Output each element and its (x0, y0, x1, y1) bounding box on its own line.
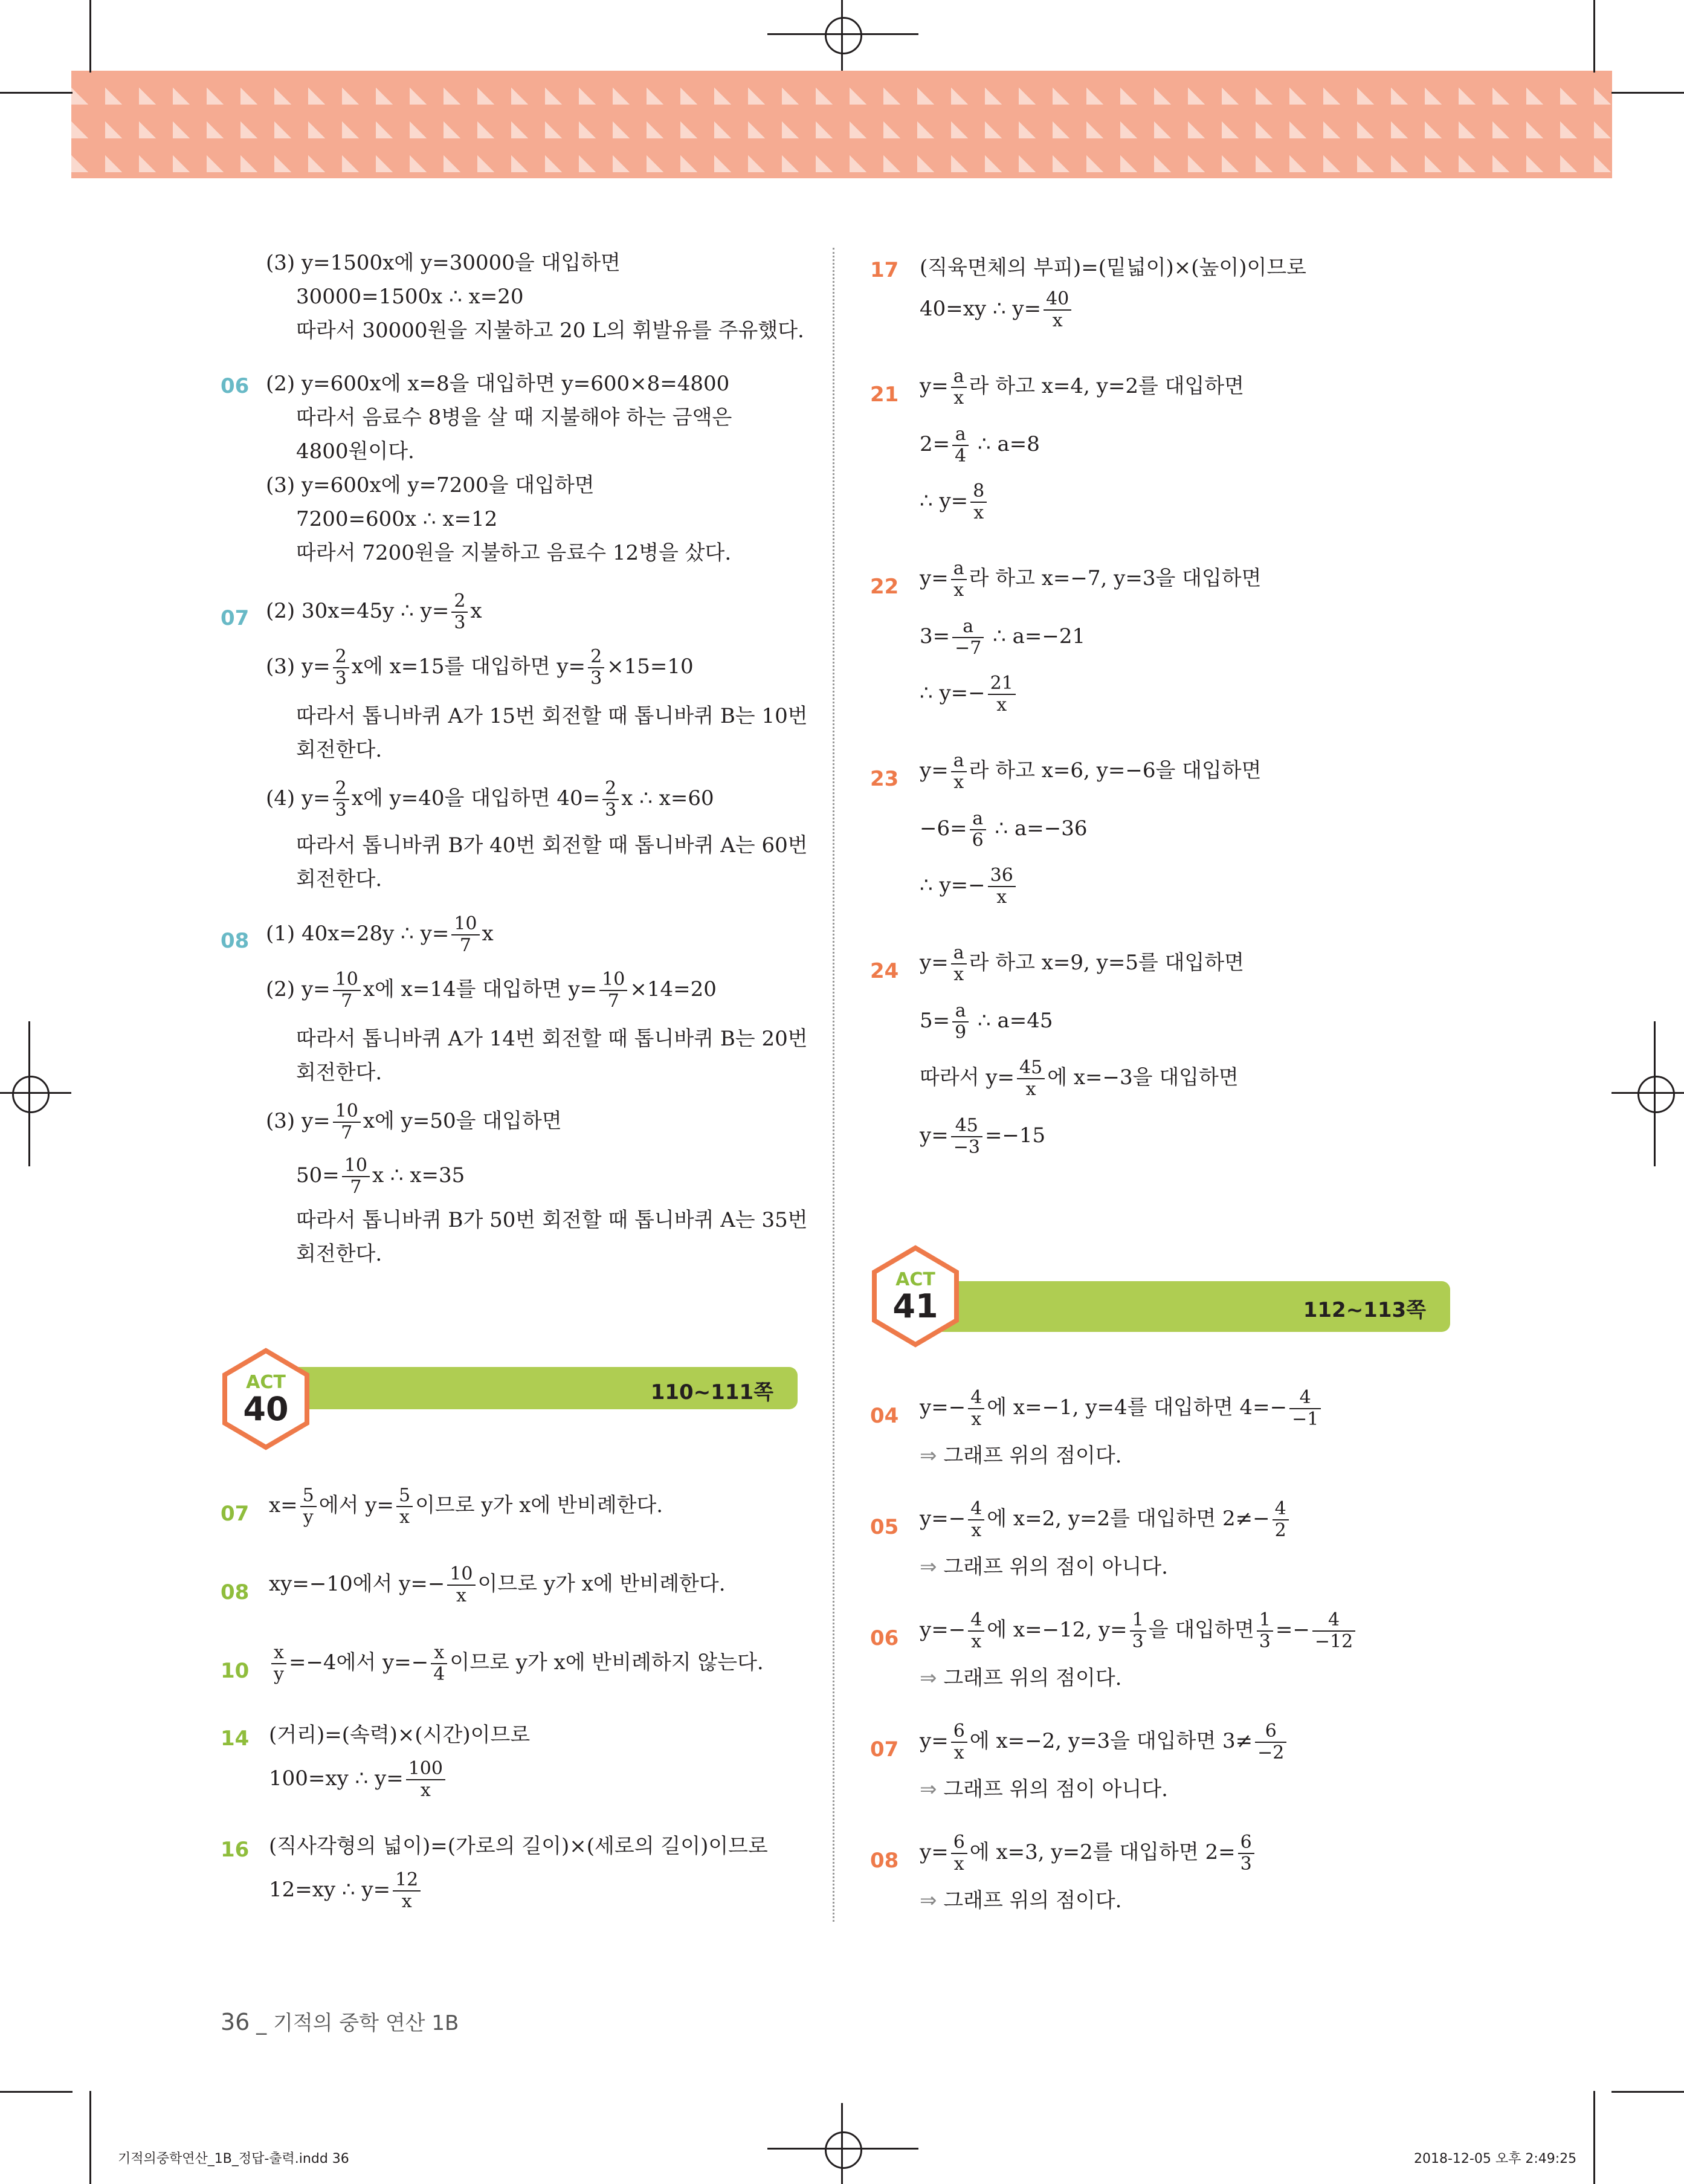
fraction: $\frac{1}{3}$ (1130, 1610, 1146, 1652)
fraction: $\frac{2}{3}$ (333, 778, 349, 821)
result-line: ⇒ 그래프 위의 점이다. (920, 1666, 1122, 1690)
fraction: $\frac{a}{x}$ (951, 943, 967, 985)
problem-number: 06 (221, 374, 250, 398)
equation-line: ∴ y=− $\frac{21}{x}$ (920, 673, 1018, 716)
text-line: 회전한다. (296, 1061, 382, 1085)
equation-line: (2) 30x=45y ∴ y= $\frac{2}{3}$ x (266, 590, 482, 633)
arrow-right-icon: ⇒ (920, 1444, 937, 1468)
registration-mark (825, 17, 862, 54)
text-line: (2) y=600x에 x=8을 대입하면 y=600×8=4800 (266, 372, 730, 396)
act-41-badge (870, 1245, 961, 1348)
registration-line (767, 2148, 918, 2150)
page-range: 112~113쪽 (1303, 1298, 1426, 1322)
arrow-right-icon: ⇒ (920, 1555, 937, 1579)
fraction: $\frac{6}{-2}$ (1255, 1721, 1286, 1763)
equation-line: 따라서 y= $\frac{45}{x}$ 에 x=−3을 대입하면 (920, 1057, 1239, 1100)
page-number: 36 (221, 2009, 250, 2035)
problem-number: 10 (221, 1659, 250, 1683)
result-line: ⇒ 그래프 위의 점이 아니다. (920, 1555, 1168, 1579)
fraction: $\frac{10}{7}$ (599, 969, 627, 1012)
crop-mark (1611, 2091, 1684, 2093)
fraction: $\frac{10}{7}$ (342, 1155, 370, 1198)
crop-mark (0, 2091, 73, 2093)
equation-line: y= $\frac{a}{x}$ 라 하고 x=4, y=2를 대입하면 (920, 366, 1245, 409)
problem-number: 21 (870, 383, 899, 407)
fraction: $\frac{a}{x}$ (951, 366, 967, 409)
fraction: $\frac{x}{y}$ (271, 1643, 286, 1685)
equation-line: (2) y= $\frac{10}{7}$ x에 x=14를 대입하면 y= $\frac{10}{7}$ ×14=20 (266, 969, 717, 1012)
fraction: $\frac{10}{7}$ (333, 1101, 361, 1143)
equation-line: (4) y= $\frac{2}{3}$ x에 y=40을 대입하면 40= $\frac{2}{3}$ x ∴ x=60 (266, 778, 714, 821)
fraction: $\frac{a}{4}$ (952, 424, 969, 467)
text-line: 회전한다. (296, 867, 382, 891)
fraction: $\frac{5}{y}$ (300, 1485, 317, 1528)
equation-line: (3) y= $\frac{2}{3}$ x에 x=15를 대입하면 y= $\frac{2}{3}$ ×15=10 (266, 646, 694, 689)
problem-number: 16 (221, 1838, 250, 1862)
slug-file: 기적의중학연산_1B_정답-출력.indd 36 (118, 2151, 349, 2166)
fraction: $\frac{45}{x}$ (1017, 1058, 1045, 1100)
fraction: $\frac{6}{3}$ (1238, 1832, 1254, 1875)
equation-line: y= $\frac{45}{-3}$ =−15 (920, 1115, 1046, 1158)
registration-line (767, 33, 918, 35)
crop-mark (1611, 92, 1684, 94)
problem-number: 04 (870, 1404, 899, 1428)
slug-date: 2018-12-05 오후 2:49:25 (1414, 2151, 1577, 2166)
equation-line: −6= $\frac{a}{6}$ ∴ a=−36 (920, 808, 1088, 851)
equation-line: 100=xy ∴ y= $\frac{100}{x}$ (269, 1759, 448, 1801)
fraction: $\frac{10}{7}$ (451, 914, 479, 956)
registration-line (1654, 1021, 1656, 1166)
registration-line (0, 1092, 71, 1094)
registration-line (28, 1021, 30, 1166)
equation-line: x= $\frac{5}{y}$ 에서 y= $\frac{5}{x}$ 이므로 y가 x에 반비례한다. (269, 1485, 663, 1528)
problem-number: 14 (221, 1727, 250, 1751)
problem-number: 07 (870, 1737, 899, 1762)
text-line: 따라서 30000원을 지불하고 20 L의 휘발유를 주유했다. (296, 318, 804, 343)
page-range: 110~111쪽 (650, 1380, 773, 1404)
fraction: $\frac{x}{4}$ (431, 1643, 447, 1685)
crop-mark (89, 0, 91, 73)
problem-number: 17 (870, 258, 899, 282)
fraction: $\frac{a}{6}$ (970, 809, 986, 851)
fraction: $\frac{a}{-7}$ (952, 616, 984, 659)
book-title: 기적의 중학 연산 1B (273, 2011, 459, 2035)
fraction: $\frac{4}{x}$ (968, 1499, 984, 1541)
text-line: 4800원이다. (296, 439, 415, 464)
arrow-right-icon: ⇒ (920, 1666, 937, 1690)
equation-line: y= $\frac{6}{x}$ 에 x=3, y=2를 대입하면 2= $\frac{6}{3}$ (920, 1832, 1257, 1875)
equation-line: y=− $\frac{4}{x}$ 에 x=−1, y=4를 대입하면 4=− $\frac{4}{-1}$ (920, 1388, 1323, 1430)
text-line: 따라서 음료수 8병을 살 때 지불해야 하는 금액은 (296, 405, 732, 430)
registration-mark (12, 1076, 50, 1113)
fraction: $\frac{100}{x}$ (406, 1759, 445, 1801)
equation-line: y= $\frac{a}{x}$ 라 하고 x=9, y=5를 대입하면 (920, 942, 1245, 985)
act-number: 40 (243, 1390, 289, 1428)
text-line: 따라서 톱니바퀴 B가 40번 회전할 때 톱니바퀴 A는 60번 (296, 833, 808, 858)
equation-line: y= $\frac{a}{x}$ 라 하고 x=6, y=−6을 대입하면 (920, 750, 1262, 793)
fraction: $\frac{6}{x}$ (951, 1721, 967, 1763)
equation-line: 40=xy ∴ y= $\frac{40}{x}$ (920, 289, 1074, 331)
equation-line: (3) y= $\frac{10}{7}$ x에 y=50을 대입하면 (266, 1100, 562, 1143)
text-line: 따라서 톱니바퀴 B가 50번 회전할 때 톱니바퀴 A는 35번 (296, 1208, 808, 1232)
registration-mark (825, 2131, 862, 2169)
problem-number: 07 (221, 1502, 250, 1526)
fraction: $\frac{8}{x}$ (970, 481, 987, 523)
text-line: 30000=1500x ∴ x=20 (296, 285, 524, 309)
crop-mark (1593, 2091, 1595, 2184)
equation-line: 3= $\frac{a}{-7}$ ∴ a=−21 (920, 616, 1086, 659)
arrow-right-icon: ⇒ (920, 1777, 937, 1801)
text-line: 회전한다. (296, 1242, 382, 1266)
problem-number: 08 (870, 1849, 899, 1873)
equation-line: 12=xy ∴ y= $\frac{12}{x}$ (269, 1870, 423, 1912)
equation-line: y= $\frac{6}{x}$ 에 x=−2, y=3을 대입하면 3≠ $\frac{6}{-2}$ (920, 1721, 1289, 1763)
text-line: (직육면체의 부피)=(밑넓이)×(높이)이므로 (920, 256, 1307, 280)
text-line: (거리)=(속력)×(시간)이므로 (269, 1723, 531, 1747)
text-line: 따라서 톱니바퀴 A가 14번 회전할 때 톱니바퀴 B는 20번 (296, 1027, 808, 1051)
problem-number: 05 (870, 1515, 899, 1539)
fraction: $\frac{40}{x}$ (1044, 289, 1071, 331)
equation-line: (1) 40x=28y ∴ y= $\frac{10}{7}$ x (266, 913, 494, 956)
footer-separator: _ (256, 2011, 267, 2035)
text-line: 회전한다. (296, 738, 382, 762)
fraction: $\frac{1}{3}$ (1257, 1610, 1273, 1652)
result-line: ⇒ 그래프 위의 점이다. (920, 1444, 1122, 1468)
act-label: ACT (895, 1269, 935, 1290)
equation-line: 2= $\frac{a}{4}$ ∴ a=8 (920, 424, 1040, 467)
equation-line: xy=−10에서 y=− $\frac{10}{x}$ 이므로 y가 x에 반비례한다. (269, 1563, 726, 1606)
problem-number: 06 (870, 1626, 899, 1650)
equation-line: y= $\frac{a}{x}$ 라 하고 x=−7, y=3을 대입하면 (920, 558, 1262, 601)
fraction: $\frac{a}{x}$ (951, 751, 967, 793)
fraction: $\frac{45}{-3}$ (951, 1116, 982, 1158)
fraction: $\frac{4}{-12}$ (1312, 1610, 1355, 1652)
equation-line: ∴ y= $\frac{8}{x}$ (920, 481, 989, 523)
text-line: (3) y=1500x에 y=30000을 대입하면 (266, 251, 621, 275)
fraction: $\frac{10}{7}$ (333, 969, 361, 1012)
text-line: (직사각형의 넓이)=(가로의 길이)×(세로의 길이)이므로 (269, 1834, 768, 1858)
equation-line: 5= $\frac{a}{9}$ ∴ a=45 (920, 1000, 1053, 1043)
fraction: $\frac{4}{x}$ (968, 1610, 984, 1652)
crop-mark (89, 2091, 91, 2184)
fraction: $\frac{2}{3}$ (588, 647, 604, 689)
act-number: 41 (892, 1287, 938, 1325)
problem-number: 23 (870, 767, 899, 791)
column-divider (833, 248, 834, 1922)
equation-line: 50= $\frac{10}{7}$ x ∴ x=35 (296, 1155, 465, 1198)
fraction: $\frac{2}{3}$ (451, 591, 468, 633)
result-line: ⇒ 그래프 위의 점이 아니다. (920, 1777, 1168, 1801)
crop-mark (1593, 0, 1595, 73)
fraction: $\frac{a}{9}$ (952, 1001, 969, 1043)
fraction: $\frac{4}{2}$ (1273, 1499, 1289, 1541)
equation-line: ∴ y=− $\frac{36}{x}$ (920, 865, 1018, 908)
fraction: $\frac{6}{x}$ (951, 1832, 967, 1875)
registration-line (841, 0, 843, 71)
fraction: $\frac{21}{x}$ (988, 673, 1016, 716)
registration-line (841, 2103, 843, 2184)
fraction: $\frac{4}{x}$ (968, 1388, 984, 1430)
text-line: 따라서 7200원을 지불하고 음료수 12병을 샀다. (296, 541, 732, 565)
fraction: $\frac{5}{x}$ (396, 1485, 413, 1528)
fraction: $\frac{36}{x}$ (988, 865, 1016, 908)
header-banner (71, 71, 1612, 178)
page-footer (221, 2006, 459, 2036)
fraction: $\frac{2}{3}$ (602, 778, 619, 821)
act-label: ACT (246, 1372, 286, 1393)
text-line: 7200=600x ∴ x=12 (296, 507, 498, 531)
problem-number: 24 (870, 959, 899, 983)
equation-line: $\frac{x}{y}$ =−4에서 y=− $\frac{x}{4}$ 이므로 y가 x에 반비례하지 않는다. (269, 1643, 764, 1685)
fraction: $\frac{4}{-1}$ (1289, 1388, 1321, 1430)
crop-mark (0, 92, 73, 94)
act-40-badge (221, 1348, 311, 1450)
act-40-bar (266, 1367, 798, 1409)
fraction: $\frac{a}{x}$ (951, 558, 967, 601)
text-line: (3) y=600x에 y=7200을 대입하면 (266, 473, 595, 497)
result-line: ⇒ 그래프 위의 점이다. (920, 1888, 1122, 1913)
fraction: $\frac{2}{3}$ (333, 647, 349, 689)
registration-line (1611, 1092, 1684, 1094)
fraction: $\frac{12}{x}$ (393, 1870, 421, 1912)
equation-line: y=− $\frac{4}{x}$ 에 x=2, y=2를 대입하면 2≠− $\frac{4}{2}$ (920, 1499, 1291, 1541)
arrow-right-icon: ⇒ (920, 1888, 937, 1913)
problem-number: 08 (221, 1580, 250, 1604)
problem-number: 22 (870, 575, 899, 599)
problem-number: 07 (221, 606, 250, 630)
fraction: $\frac{10}{x}$ (447, 1564, 475, 1606)
text-line: 따라서 톱니바퀴 A가 15번 회전할 때 톱니바퀴 B는 10번 (296, 704, 808, 728)
problem-number: 08 (221, 929, 250, 953)
act-41-bar (918, 1281, 1450, 1332)
equation-line: y=− $\frac{4}{x}$ 에 x=−12, y= $\frac{1}{3}$ 을 대입하면 $\frac{1}{3}$ =− $\frac{4}{-12}$ (920, 1610, 1358, 1652)
registration-mark (1637, 1076, 1675, 1113)
